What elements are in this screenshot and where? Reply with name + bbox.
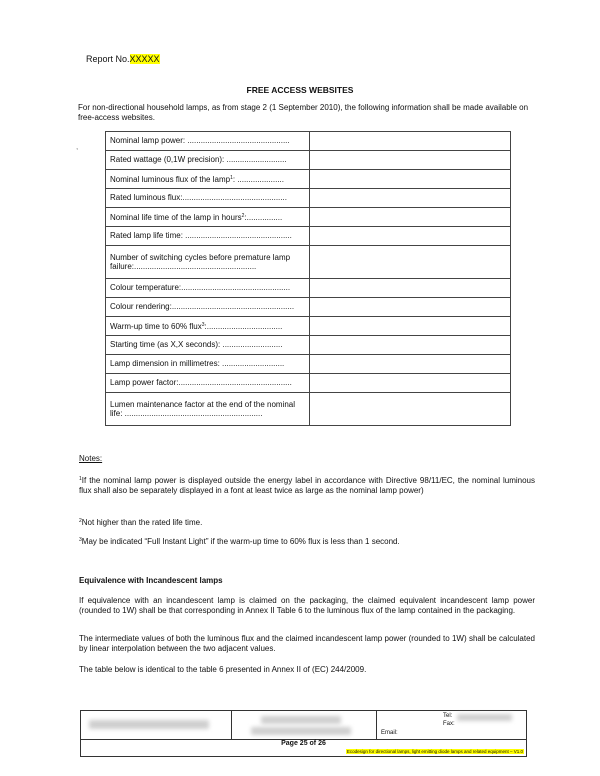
page-number: Page 25 of 26: [281, 740, 326, 747]
redacted-address-2: [251, 727, 351, 735]
equivalence-paragraph-1: If equivalence with an incandescent lamp is claimed on the packaging, the claimed equivalent incandescent lamp power (rounded to 1W) shall be that corresponding in Annex II Table 6 to the luminous flux of the lamp contained in the packaging.: [79, 596, 535, 615]
table-row-value-field[interactable]: [309, 393, 510, 426]
note-2: [79, 516, 535, 528]
table-row-label-text: Rated wattage (0,1W precision): ...........................: [110, 155, 287, 165]
table-row-label: [106, 298, 310, 317]
page-footer: [80, 710, 527, 757]
equivalence-paragraph-3: The table below is identical to the table 6 presented in Annex II of (EC) 244/2009.: [79, 665, 367, 674]
table-row-label-text: Warm-up time to 60% flux: [110, 321, 202, 331]
table-row-label: [106, 355, 310, 374]
table-row: [106, 189, 511, 208]
table-row-label: [106, 227, 310, 246]
table-row-value-field[interactable]: [309, 170, 510, 189]
note-1: [79, 474, 535, 496]
table-row-label-text: Nominal lamp power: ..............................................: [110, 136, 290, 146]
footnote-marker: 3: [201, 321, 205, 328]
table-row-label-tail: :................: [244, 212, 283, 222]
table-row-label-text: Starting time (as X,X seconds): ...........................: [110, 340, 283, 350]
footer-fax: Fax:: [443, 721, 455, 727]
footer-document-strip: Ecodesign for directional lamps, light emitting diode lamps and related equipment – V1.0: [346, 749, 523, 754]
equivalence-paragraph-2: The intermediate values of both the luminous flux and the claimed incandescent lamp power (rounded to 1W) shall be calculated by linear interpolation between the two adjacent values.: [79, 634, 535, 653]
table-row-value-field[interactable]: [309, 246, 510, 279]
table-row-label-text: Colour rendering:.......................................................: [110, 302, 295, 312]
table-row-label: [106, 336, 310, 355]
table-row-label-tail: :..................................: [204, 321, 283, 331]
footer-address-cell: [231, 711, 377, 739]
table-row: [106, 151, 511, 170]
equivalence-heading: Equivalence with Incandescent lamps: [79, 576, 223, 585]
table-row-label-text: Nominal luminous flux of the lamp: [110, 174, 231, 184]
table-row-label: [106, 132, 310, 151]
note-2-text: Not higher than the rated life time.: [81, 518, 203, 527]
footnote-marker: 1: [230, 174, 233, 181]
table-row: [106, 208, 511, 227]
margin-mark: ,: [76, 142, 79, 151]
table-row: [106, 355, 511, 374]
table-row-label: [106, 374, 310, 393]
table-row: [106, 132, 511, 151]
redacted-address-1: [261, 716, 341, 724]
table-row: [106, 170, 511, 189]
table-row-label-text: Rated lamp life time: ................................................: [110, 231, 292, 241]
table-row: [106, 374, 511, 393]
table-row: [106, 317, 511, 336]
note-3-text: May be indicated “Full Instant Light” if the warm-up time to 60% flux is less than 1 second.: [81, 537, 400, 546]
report-number-value: XXXXX: [129, 54, 160, 64]
table-row-label: [106, 189, 310, 208]
notes-heading: Notes:: [79, 454, 103, 463]
table-row-label: [106, 279, 310, 298]
table-row-value-field[interactable]: [309, 355, 510, 374]
table-row-label-text: Lamp power factor:...................................................: [110, 378, 292, 388]
lamp-info-table: [105, 131, 511, 426]
table-row: [106, 298, 511, 317]
redacted-contact: [457, 714, 512, 721]
table-row-value-field[interactable]: [309, 279, 510, 298]
report-number: [86, 54, 160, 64]
redacted-company: [89, 720, 209, 729]
note-3: [79, 535, 535, 547]
note-1-text: If the nominal lamp power is displayed outside the energy label in accordance with Directive 98/11/EC, the nominal luminous flux shall also be separately displayed in a font at least twice as large as the nominal lamp power): [79, 476, 535, 495]
table-row-label-tail: : .....................: [232, 174, 284, 184]
table-row-value-field[interactable]: [309, 227, 510, 246]
table-row: [106, 336, 511, 355]
table-row-label-text: Lumen maintenance factor at the end of the nominal life: ..............................................................: [110, 399, 296, 418]
table-row-label-text: Rated luminous flux:...............................................: [110, 193, 287, 203]
table-row-value-field[interactable]: [309, 151, 510, 170]
table-row-label-text: Colour temperature:.................................................: [110, 283, 291, 293]
table-row-value-field[interactable]: [309, 317, 510, 336]
table-row-value-field[interactable]: [309, 298, 510, 317]
table-row: [106, 279, 511, 298]
footer-company-cell: [81, 711, 232, 739]
table-row-label-text: Lamp dimension in millimetres: ............................: [110, 359, 285, 369]
note-3-marker: 3: [79, 537, 82, 543]
table-row-label-text: Number of switching cycles before premature lamp failure:.......................................................: [110, 252, 291, 271]
table-row-value-field[interactable]: [309, 132, 510, 151]
table-row-value-field[interactable]: [309, 374, 510, 393]
table-row: [106, 227, 511, 246]
intro-paragraph: For non-directional household lamps, as from stage 2 (1 September 2010), the following information shall be made available on free-access websites.: [78, 103, 529, 122]
table-row-value-field[interactable]: [309, 336, 510, 355]
table-row-value-field[interactable]: [309, 189, 510, 208]
page-title: FREE ACCESS WEBSITES: [246, 85, 354, 95]
table-row-label: [106, 208, 310, 227]
table-row-label: [106, 246, 310, 279]
footnote-marker: 2: [241, 212, 245, 219]
table-row-label-text: Nominal life time of the lamp in hours: [110, 212, 242, 222]
footer-tel: Tel:: [443, 713, 453, 719]
table-row-value-field[interactable]: [309, 208, 510, 227]
report-label: Report No.: [86, 54, 130, 64]
table-row-label: [106, 170, 310, 189]
table-row-label: [106, 393, 310, 426]
table-row: [106, 246, 511, 279]
note-2-marker: 2: [79, 518, 82, 524]
table-row-label: [106, 317, 310, 336]
table-row: [106, 393, 511, 426]
note-1-marker: 1: [79, 476, 82, 482]
table-row-label: [106, 151, 310, 170]
footer-email: Email:: [381, 730, 398, 736]
